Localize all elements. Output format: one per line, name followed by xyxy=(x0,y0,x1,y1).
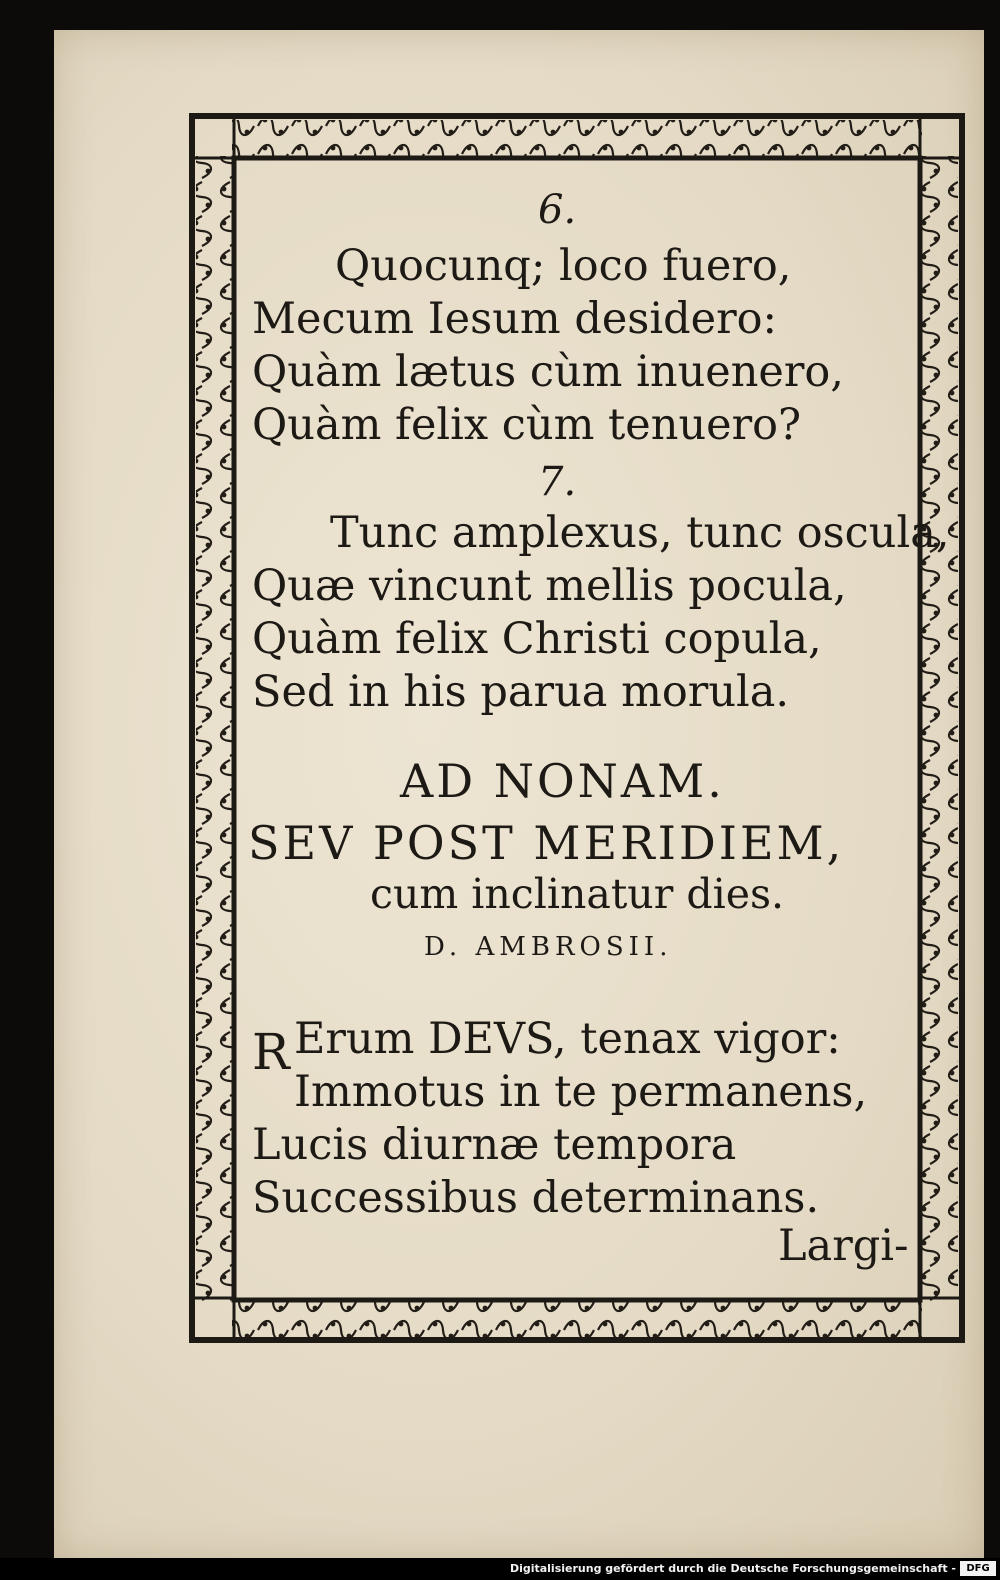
stanza-7-line-4: Sed in his parua morula. xyxy=(252,667,790,717)
hymn-line-1: Erum DEVS, tenax vigor: xyxy=(294,1014,841,1064)
dfg-logo: DFG xyxy=(960,1561,996,1576)
footer-credit: Digitalisierung gefördert durch die Deutsche Forschungsgemeinschaft - xyxy=(509,1562,956,1575)
stanza-6-line-2: Mecum Iesum desidero: xyxy=(252,294,778,344)
catchword: Largi- xyxy=(778,1221,909,1271)
heading-subline: cum inclinatur dies. xyxy=(370,870,785,918)
footer-bar xyxy=(0,1558,1000,1580)
hymn-line-3: Lucis diurnæ tempora xyxy=(252,1120,737,1170)
stanza-7-line-2: Quæ vincunt mellis pocula, xyxy=(252,561,847,611)
stanza-6-number: 6. xyxy=(538,187,577,233)
stanza-7-line-1: Tunc amplexus, tunc oscula, xyxy=(330,508,950,558)
stanza-6-line-3: Quàm lætus cùm inuenero, xyxy=(252,347,844,397)
hymn-line-4: Successibus determinans. xyxy=(252,1173,820,1223)
hymn-drop-cap: R xyxy=(252,1023,290,1081)
stanza-7-number: 7. xyxy=(538,459,577,505)
stanza-6-line-1: Quocunq; loco fuero, xyxy=(335,241,792,291)
stanza-7-line-3: Quàm felix Christi copula, xyxy=(252,614,822,664)
heading-author: D. AMBROSII. xyxy=(424,932,673,962)
stanza-6-line-4: Quàm felix cùm tenuero? xyxy=(252,400,802,450)
heading-title: AD NONAM. xyxy=(400,754,725,808)
heading-subtitle: SEV POST MERIDIEM, xyxy=(248,816,845,870)
hymn-line-2: Immotus in te permanens, xyxy=(294,1067,868,1117)
